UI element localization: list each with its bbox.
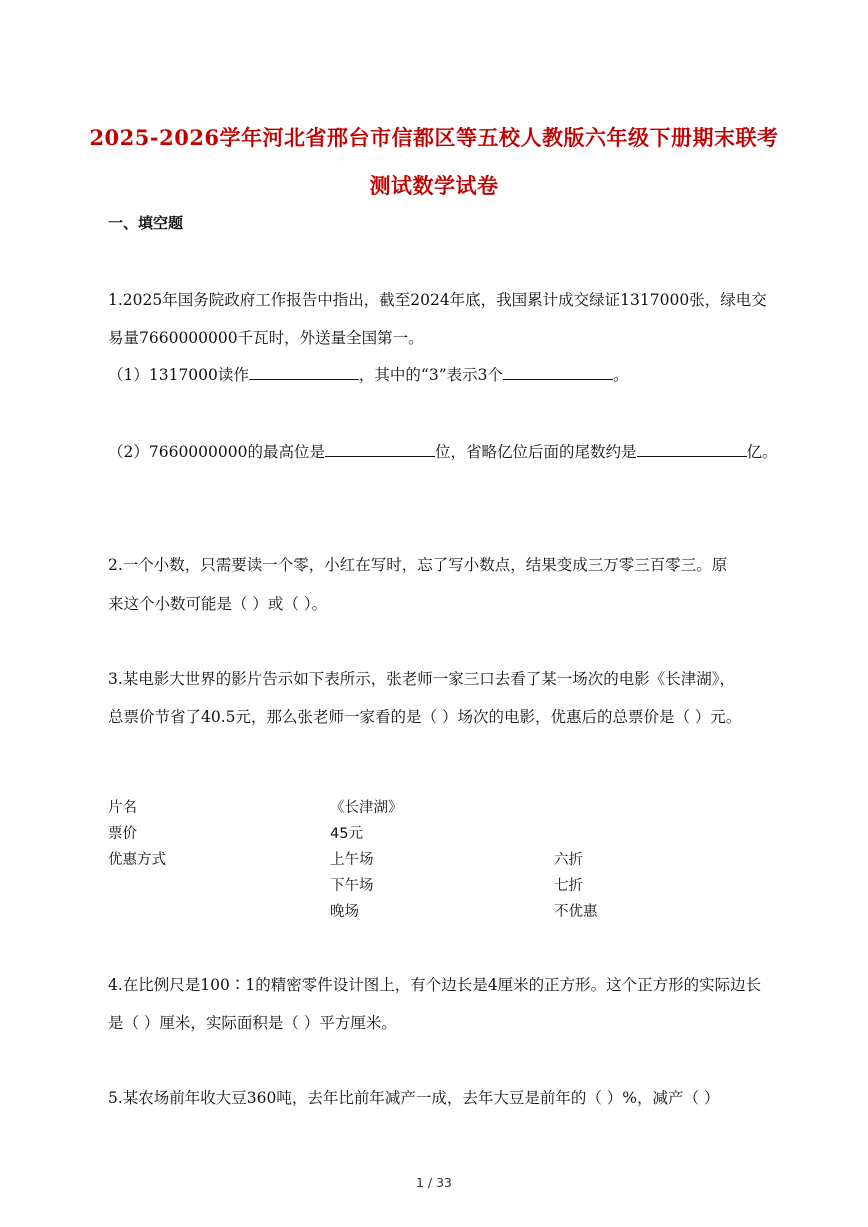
answer-blank[interactable] bbox=[503, 365, 613, 380]
q2-line-2: 来这个小数可能是（ ）或（ ）。 bbox=[108, 595, 328, 613]
table-cell: 片名 bbox=[108, 800, 137, 816]
table-row bbox=[108, 796, 728, 822]
table-cell: 《长津湖》 bbox=[330, 800, 403, 816]
movie-table bbox=[108, 796, 728, 926]
table-row bbox=[108, 874, 728, 900]
table-cell: 上午场 bbox=[330, 852, 374, 868]
q1-sub2-text-c: 亿。 bbox=[746, 443, 778, 461]
q3-line-2: 总票价节省了40.5元，那么张老师一家看的是（ ）场次的电影，优惠后的总票价是（ ）元。 bbox=[108, 708, 742, 726]
q2-line-1: 2.一个小数，只需要读一个零，小红在写时，忘了写小数点，结果变成三万零三百零三。原 bbox=[108, 556, 728, 574]
answer-blank[interactable] bbox=[249, 365, 359, 380]
table-row bbox=[108, 900, 728, 926]
table-cell: 票价 bbox=[108, 826, 137, 842]
q1-sub1 bbox=[108, 363, 629, 385]
table-cell: 六折 bbox=[554, 852, 583, 868]
page-title-line-2: 测试数学试卷 bbox=[369, 173, 499, 198]
page-number: 1 / 33 bbox=[415, 1175, 453, 1190]
q4-line-1: 4.在比例尺是100∶1的精密零件设计图上，有个边长是4厘米的正方形。这个正方形的实际边长 bbox=[108, 976, 762, 994]
q1-line-1: 1.2025年国务院政府工作报告中指出，截至2024年底，我国累计成交绿证1317000张，绿电交 bbox=[108, 291, 767, 309]
q1-sub2 bbox=[108, 440, 778, 462]
table-cell: 七折 bbox=[554, 878, 583, 894]
table-row bbox=[108, 848, 728, 874]
q1-sub1-text-c: 。 bbox=[612, 366, 629, 384]
table-cell: 下午场 bbox=[330, 878, 374, 894]
q1-sub2-text-a: （2）7660000000的最高位是 bbox=[108, 443, 325, 461]
table-cell: 45元 bbox=[330, 826, 363, 842]
table-cell: 不优惠 bbox=[554, 904, 598, 920]
q5-line-1: 5.某农场前年收大豆360吨，去年比前年减产一成，去年大豆是前年的（ ）%，减产（ ） bbox=[108, 1089, 720, 1107]
page-title-line-1: 2025-2026学年河北省邢台市信都区等五校人教版六年级下册期末联考 bbox=[89, 125, 779, 150]
table-cell: 优惠方式 bbox=[108, 852, 166, 868]
q1-sub1-text-b: ，其中的“3”表示3个 bbox=[358, 366, 503, 384]
answer-blank[interactable] bbox=[637, 442, 747, 457]
q1-sub2-text-b: 位，省略亿位后面的尾数约是 bbox=[434, 443, 637, 461]
q4-line-2: 是（ ）厘米，实际面积是（ ）平方厘米。 bbox=[108, 1014, 397, 1032]
section-heading: 一、填空题 bbox=[108, 214, 184, 232]
table-cell: 晚场 bbox=[330, 904, 359, 920]
table-row bbox=[108, 822, 728, 848]
q1-sub1-text-a: （1）1317000读作 bbox=[108, 366, 249, 384]
answer-blank[interactable] bbox=[325, 442, 435, 457]
q1-line-2: 易量7660000000千瓦时，外送量全国第一。 bbox=[108, 329, 424, 347]
q3-line-1: 3.某电影大世界的影片告示如下表所示，张老师一家三口去看了某一场次的电影《长津湖》， bbox=[108, 670, 736, 688]
